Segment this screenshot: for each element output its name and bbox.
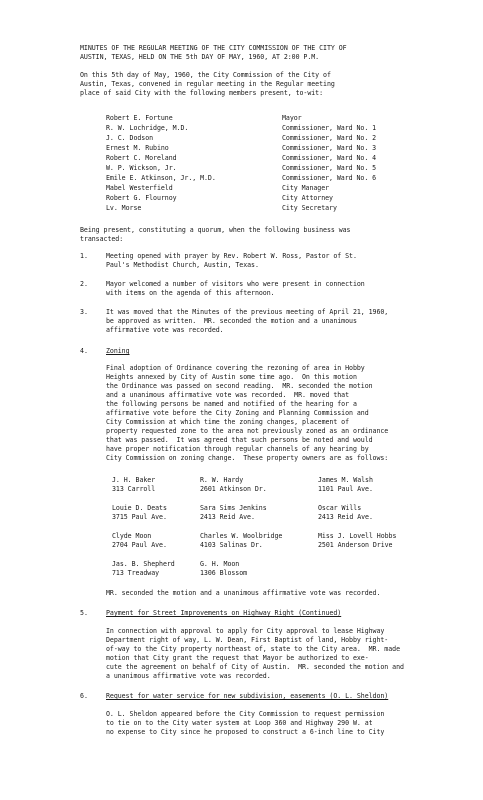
item-line: Department right of way, L. W. Dean, First Baptist of land, Hobby right- [106,636,389,644]
item-line: Final adoption of Ordinance covering the rezoning of area in Hobby [106,364,365,372]
item-number: 3. [80,308,88,316]
owner-entry: Clyde Moon [112,532,152,540]
item-line: Heights annexed by City of Austin some time ago. On this motion [106,373,357,381]
item-line: City Commission at which time the zoning changes, placement of [106,418,350,426]
official-name: Robert G. Flournoy [106,194,177,202]
owner-entry: James M. Walsh [318,476,373,484]
owner-entry: 1306 Blossom [200,569,248,577]
item-number: 1. [80,252,88,260]
item-line: no expense to City since he proposed to construct a 6-inch line to City [106,728,385,736]
item-line: to tie on to the City water system at Loop 360 and Highway 290 W. at [106,719,373,727]
owner-entry: Louie D. Deats [112,504,167,512]
official-title: City Secretary [282,204,337,212]
official-name: W. P. Wickson, Jr. [106,164,177,172]
item-heading: Payment for Street Improvements on Highway Right (Continued) [106,609,342,617]
official-title: Mayor [282,114,302,122]
item-line: City Commission on zoning change. These property owners are as follows: [106,454,389,462]
item-line: Mayor welcomed a number of visitors who were present in connection [106,280,365,288]
item-line: It was moved that the Minutes of the previous meeting of April 21, 1960, [106,308,389,316]
official-title: City Manager [282,184,330,192]
item-line: of-way to the City property northeast of, state to the City area. MR. made [106,645,400,653]
item-number: 2. [80,280,88,288]
item-line: be approved as written. MR. seconded the motion and a unanimous [106,317,357,325]
item-line: Paul's Methodist Church, Austin, Texas. [106,261,259,269]
owner-entry: J. H. Baker [112,476,156,484]
minutes-header-line-2: AUSTIN, TEXAS, HELD ON THE 5th DAY OF MAY, 1960, AT 2:00 P.M. [80,53,320,61]
item-line: the Ordinance was passed on second reading. MR. seconded the motion [106,382,373,390]
official-title: City Attorney [282,194,333,202]
owner-entry: 3715 Paul Ave. [112,513,167,521]
item-line: affirmative vote was recorded. [106,326,224,334]
item-heading: Request for water service for new subdivision, easements (O. L. Sheldon) [106,692,389,700]
owner-entry: 313 Carroll [112,485,156,493]
owner-entry: 2601 Atkinson Dr. [200,485,267,493]
intro-line-3: place of said City with the following members present, to-wit: [80,89,324,97]
official-name: J. C. Dodson [106,134,154,142]
owner-entry: 2413 Reid Ave. [200,513,255,521]
owner-entry: R. W. Hardy [200,476,244,484]
owner-entry: G. H. Moon [200,560,240,568]
item-number: 4. [80,347,88,355]
item-line: property requested zone to the area not previously zoned as an ordinance [106,427,389,435]
owner-entry: 4103 Salinas Dr. [200,541,263,549]
owner-entry: Jas. B. Shepherd [112,560,175,568]
item-number: 5. [80,609,88,617]
official-title: Commissioner, Ward No. 5 [282,164,377,172]
item-heading: Zoning [106,347,130,355]
official-title: Commissioner, Ward No. 6 [282,174,377,182]
minutes-header-line-1: MINUTES OF THE REGULAR MEETING OF THE CITY COMMISSION OF THE CITY OF [80,44,347,52]
official-title: Commissioner, Ward No. 1 [282,124,377,132]
official-name: R. W. Lochridge, M.D. [106,124,189,132]
owner-entry: 713 Treadway [112,569,160,577]
official-title: Commissioner, Ward No. 4 [282,154,377,162]
item-line: Meeting opened with prayer by Rev. Robert W. Ross, Pastor of St. [106,252,357,260]
item-line: O. L. Sheldon appeared before the City Commission to request permission [106,710,385,718]
intro-line-2: Austin, Texas, convened in regular meeting in the Regular meeting [80,80,335,88]
item-number: 6. [80,692,88,700]
owner-entry: 2501 Anderson Drive [318,541,393,549]
official-title: Commissioner, Ward No. 2 [282,134,377,142]
official-name: Mabel Westerfield [106,184,173,192]
quorum-line-1: Being present, constituting a quorum, when the following business was [80,226,351,234]
owners-closing-line: MR. seconded the motion and a unanimous affirmative vote was recorded. [106,589,381,597]
official-name: Robert C. Moreland [106,154,177,162]
item-line: have proper notification through regular channels of any hearing by [106,445,369,453]
item-line: with items on the agenda of this afternoon. [106,289,275,297]
item-line: cute the agreement on behalf of City of Austin. MR. seconded the motion and [106,663,404,671]
official-name: Emile E. Atkinson, Jr., M.D. [106,174,216,182]
owner-entry: Miss J. Lovell Hobbs [318,532,397,540]
item-line: affirmative vote before the City Zoning and Planning Commission and [106,409,369,417]
owner-entry: 1101 Paul Ave. [318,485,373,493]
item-line: In connection with approval to apply for City approval to lease Highway [106,627,385,635]
official-title: Commissioner, Ward No. 3 [282,144,377,152]
item-line: motion that City grant the request that Mayor be authorized to exe- [106,654,369,662]
item-line: the following persons be named and notified of the hearing for a [106,400,357,408]
owner-entry: Sara Sims Jenkins [200,504,267,512]
owner-entry: Charles W. Woolbridge [200,532,283,540]
intro-line-1: On this 5th day of May, 1960, the City Commission of the City of [80,71,331,79]
quorum-line-2: transacted: [80,235,124,243]
item-line: that was passed. It was agreed that such persons be noted and would [106,436,373,444]
owner-entry: 2704 Paul Ave. [112,541,167,549]
owner-entry: Oscar Wills [318,504,362,512]
official-name: Lv. Morse [106,204,142,212]
item-line: and a unanimous affirmative vote was recorded. MR. moved that [106,391,350,399]
owner-entry: 2413 Reid Ave. [318,513,373,521]
item-line: a unanimous affirmative vote was recorded. [106,672,271,680]
official-name: Ernest M. Rubino [106,144,169,152]
official-name: Robert E. Fortune [106,114,173,122]
